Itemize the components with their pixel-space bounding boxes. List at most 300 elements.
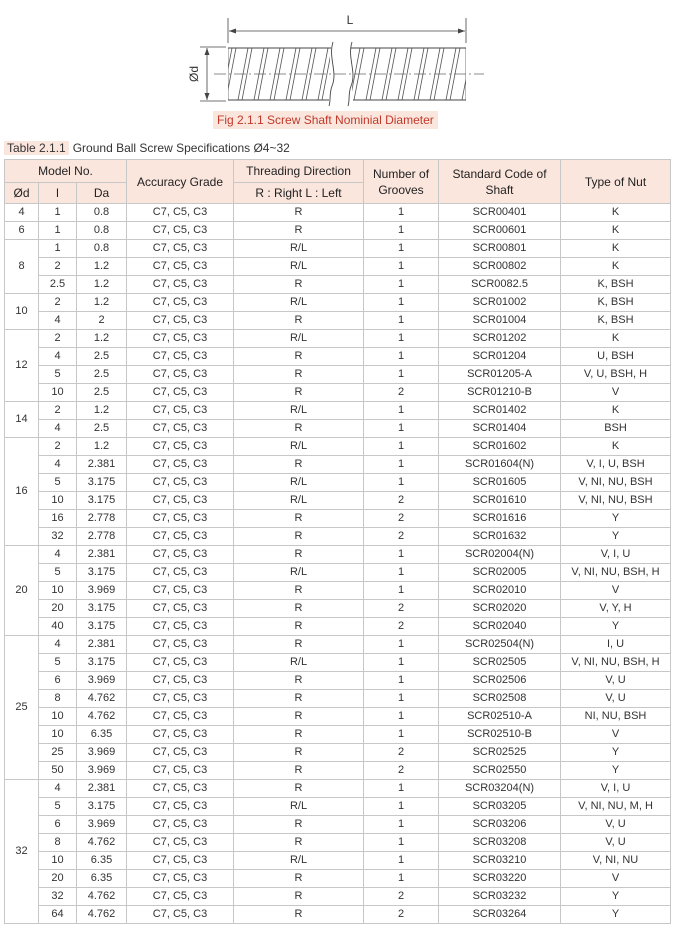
threading-cell: R/L: [234, 330, 364, 348]
grooves-cell: 2: [364, 600, 439, 618]
grooves-cell: 1: [364, 456, 439, 474]
header-standard-code: [439, 160, 561, 204]
header-code-line1: Standard Code of: [452, 166, 547, 181]
threading-cell: R/L: [234, 798, 364, 816]
grooves-cell: 2: [364, 762, 439, 780]
threading-cell: R: [234, 582, 364, 600]
shaft-code-cell: SCR02506: [439, 672, 561, 690]
accuracy-cell: C7, C5, C3: [127, 744, 234, 762]
da-cell: 3.969: [77, 762, 127, 780]
accuracy-cell: C7, C5, C3: [127, 510, 234, 528]
da-cell: 4.762: [77, 906, 127, 924]
da-cell: 3.175: [77, 798, 127, 816]
accuracy-cell: C7, C5, C3: [127, 600, 234, 618]
grooves-cell: 1: [364, 348, 439, 366]
table-row: [5, 438, 671, 456]
nut-type-cell: BSH: [561, 420, 671, 438]
shaft-code-cell: SCR00401: [439, 204, 561, 222]
specification-table: [4, 159, 671, 924]
header-l: l: [39, 183, 77, 204]
da-cell: 6.35: [77, 870, 127, 888]
nut-type-cell: V, I, U: [561, 780, 671, 798]
lead-cell: 5: [39, 564, 77, 582]
shaft-code-cell: SCR03208: [439, 834, 561, 852]
grooves-cell: 1: [364, 708, 439, 726]
accuracy-cell: C7, C5, C3: [127, 312, 234, 330]
nut-type-cell: V: [561, 384, 671, 402]
grooves-cell: 1: [364, 870, 439, 888]
grooves-cell: 1: [364, 834, 439, 852]
nut-type-cell: Y: [561, 906, 671, 924]
lead-cell: 32: [39, 888, 77, 906]
threading-cell: R: [234, 600, 364, 618]
threading-cell: R: [234, 780, 364, 798]
diameter-cell: 8: [5, 240, 39, 294]
table-row: [5, 816, 671, 834]
shaft-code-cell: SCR01205-A: [439, 366, 561, 384]
shaft-code-cell: SCR00801: [439, 240, 561, 258]
table-row: [5, 636, 671, 654]
shaft-code-cell: SCR01616: [439, 510, 561, 528]
da-cell: 1.2: [77, 258, 127, 276]
grooves-cell: 1: [364, 402, 439, 420]
da-cell: 0.8: [77, 204, 127, 222]
nut-type-cell: Y: [561, 762, 671, 780]
accuracy-cell: C7, C5, C3: [127, 294, 234, 312]
figure-caption: Fig 2.1.1 Screw Shaft Nominial Diameter: [213, 111, 438, 129]
grooves-cell: 1: [364, 312, 439, 330]
grooves-cell: 2: [364, 618, 439, 636]
table-row: [5, 780, 671, 798]
da-cell: 2.5: [77, 420, 127, 438]
nut-type-cell: K: [561, 402, 671, 420]
table-row: [5, 528, 671, 546]
table-row: [5, 402, 671, 420]
table-row: [5, 744, 671, 762]
accuracy-cell: C7, C5, C3: [127, 636, 234, 654]
accuracy-cell: C7, C5, C3: [127, 888, 234, 906]
table-row: [5, 762, 671, 780]
da-cell: 6.35: [77, 726, 127, 744]
lead-cell: 20: [39, 870, 77, 888]
da-cell: 1.2: [77, 330, 127, 348]
threading-cell: R: [234, 384, 364, 402]
header-threading-direction: Threading Direction: [234, 160, 364, 183]
table-row: [5, 294, 671, 312]
da-cell: 2.381: [77, 456, 127, 474]
threading-cell: R: [234, 456, 364, 474]
header-model-no: Model No.: [5, 160, 127, 183]
accuracy-cell: C7, C5, C3: [127, 546, 234, 564]
shaft-code-cell: SCR03264: [439, 906, 561, 924]
nut-type-cell: Y: [561, 618, 671, 636]
lead-cell: 1: [39, 222, 77, 240]
nut-type-cell: V, NI, NU, BSH, H: [561, 564, 671, 582]
threading-cell: R: [234, 816, 364, 834]
accuracy-cell: C7, C5, C3: [127, 780, 234, 798]
table-row: [5, 672, 671, 690]
nut-type-cell: V, I, U, BSH: [561, 456, 671, 474]
specification-table-body: [5, 204, 671, 924]
shaft-code-cell: SCR01632: [439, 528, 561, 546]
lead-cell: 16: [39, 510, 77, 528]
accuracy-cell: C7, C5, C3: [127, 528, 234, 546]
header-grooves-line2: Grooves: [378, 182, 424, 197]
threading-cell: R: [234, 636, 364, 654]
grooves-cell: 1: [364, 420, 439, 438]
grooves-cell: 1: [364, 258, 439, 276]
dim-diameter-label: Ød: [187, 65, 201, 83]
nut-type-cell: V, U: [561, 690, 671, 708]
grooves-cell: 1: [364, 546, 439, 564]
lead-cell: 2.5: [39, 276, 77, 294]
grooves-cell: 1: [364, 474, 439, 492]
accuracy-cell: C7, C5, C3: [127, 762, 234, 780]
lead-cell: 10: [39, 492, 77, 510]
lead-cell: 20: [39, 600, 77, 618]
grooves-cell: 1: [364, 276, 439, 294]
header-od: Ød: [5, 183, 39, 204]
lead-cell: 8: [39, 690, 77, 708]
table-row: [5, 384, 671, 402]
table-row: [5, 834, 671, 852]
da-cell: 2.381: [77, 546, 127, 564]
accuracy-cell: C7, C5, C3: [127, 564, 234, 582]
nut-type-cell: Y: [561, 888, 671, 906]
diameter-cell: 20: [5, 546, 39, 636]
grooves-cell: 1: [364, 564, 439, 582]
nut-type-cell: Y: [561, 528, 671, 546]
table-title: Ground Ball Screw Specifications Ø4~32: [72, 141, 290, 155]
da-cell: 2: [77, 312, 127, 330]
grooves-cell: 1: [364, 726, 439, 744]
da-cell: 3.969: [77, 816, 127, 834]
accuracy-cell: C7, C5, C3: [127, 834, 234, 852]
lead-cell: 10: [39, 852, 77, 870]
da-cell: 3.175: [77, 564, 127, 582]
grooves-cell: 1: [364, 222, 439, 240]
threading-cell: R: [234, 870, 364, 888]
nut-type-cell: Y: [561, 510, 671, 528]
header-grooves-line1: Number of: [373, 166, 430, 181]
shaft-code-cell: SCR01602: [439, 438, 561, 456]
da-cell: 2.778: [77, 528, 127, 546]
nut-type-cell: V: [561, 726, 671, 744]
lead-cell: 6: [39, 816, 77, 834]
threading-cell: R/L: [234, 294, 364, 312]
lead-cell: 4: [39, 312, 77, 330]
threading-cell: R: [234, 546, 364, 564]
da-cell: 1.2: [77, 438, 127, 456]
shaft-code-cell: SCR01604(N): [439, 456, 561, 474]
diameter-cell: 14: [5, 402, 39, 438]
grooves-cell: 1: [364, 816, 439, 834]
table-row: [5, 312, 671, 330]
accuracy-cell: C7, C5, C3: [127, 690, 234, 708]
accuracy-cell: C7, C5, C3: [127, 870, 234, 888]
da-cell: 3.175: [77, 654, 127, 672]
accuracy-cell: C7, C5, C3: [127, 420, 234, 438]
shaft-code-cell: SCR02020: [439, 600, 561, 618]
shaft-code-cell: SCR02510-B: [439, 726, 561, 744]
nut-type-cell: K: [561, 330, 671, 348]
threading-cell: R/L: [234, 240, 364, 258]
threading-cell: R: [234, 510, 364, 528]
table-row: [5, 348, 671, 366]
table-row: [5, 708, 671, 726]
threading-cell: R: [234, 834, 364, 852]
nut-type-cell: U, BSH: [561, 348, 671, 366]
diameter-cell: 25: [5, 636, 39, 780]
shaft-code-cell: SCR01204: [439, 348, 561, 366]
lead-cell: 8: [39, 834, 77, 852]
header-accuracy-grade: Accuracy Grade: [127, 160, 234, 204]
shaft-code-cell: SCR02040: [439, 618, 561, 636]
lead-cell: 40: [39, 618, 77, 636]
accuracy-cell: C7, C5, C3: [127, 276, 234, 294]
threading-cell: R: [234, 690, 364, 708]
threading-cell: R: [234, 888, 364, 906]
accuracy-cell: C7, C5, C3: [127, 618, 234, 636]
table-row: [5, 564, 671, 582]
nut-type-cell: K: [561, 438, 671, 456]
da-cell: 6.35: [77, 852, 127, 870]
grooves-cell: 1: [364, 780, 439, 798]
threading-cell: R: [234, 726, 364, 744]
lead-cell: 32: [39, 528, 77, 546]
grooves-cell: 1: [364, 690, 439, 708]
threading-cell: R: [234, 420, 364, 438]
diameter-cell: 12: [5, 330, 39, 402]
table-row: [5, 582, 671, 600]
threading-cell: R: [234, 744, 364, 762]
grooves-cell: 1: [364, 330, 439, 348]
lead-cell: 1: [39, 204, 77, 222]
nut-type-cell: V, NI, NU, BSH: [561, 492, 671, 510]
threading-cell: R: [234, 906, 364, 924]
table-number: Table 2.1.1: [4, 141, 69, 155]
table-row: [5, 852, 671, 870]
diameter-cell: 32: [5, 780, 39, 924]
lead-cell: 10: [39, 726, 77, 744]
grooves-cell: 2: [364, 888, 439, 906]
table-row: [5, 888, 671, 906]
shaft-code-cell: SCR01605: [439, 474, 561, 492]
table-row: [5, 510, 671, 528]
diameter-cell: 10: [5, 294, 39, 330]
grooves-cell: 1: [364, 294, 439, 312]
accuracy-cell: C7, C5, C3: [127, 204, 234, 222]
nut-type-cell: K: [561, 204, 671, 222]
table-row: [5, 600, 671, 618]
threading-cell: R/L: [234, 258, 364, 276]
shaft-code-cell: SCR03205: [439, 798, 561, 816]
threading-cell: R: [234, 366, 364, 384]
grooves-cell: 1: [364, 204, 439, 222]
table-row: [5, 330, 671, 348]
grooves-cell: 2: [364, 384, 439, 402]
da-cell: 2.5: [77, 384, 127, 402]
shaft-code-cell: SCR00601: [439, 222, 561, 240]
da-cell: 2.381: [77, 636, 127, 654]
table-row: [5, 456, 671, 474]
table-row: [5, 618, 671, 636]
nut-type-cell: NI, NU, BSH: [561, 708, 671, 726]
table-row: [5, 222, 671, 240]
nut-type-cell: V, NI, NU: [561, 852, 671, 870]
da-cell: 3.175: [77, 600, 127, 618]
grooves-cell: 2: [364, 528, 439, 546]
accuracy-cell: C7, C5, C3: [127, 582, 234, 600]
threading-cell: R: [234, 762, 364, 780]
lead-cell: 4: [39, 636, 77, 654]
header-da: Da: [77, 183, 127, 204]
lead-cell: 1: [39, 240, 77, 258]
accuracy-cell: C7, C5, C3: [127, 456, 234, 474]
lead-cell: 10: [39, 582, 77, 600]
da-cell: 3.969: [77, 672, 127, 690]
lead-cell: 6: [39, 672, 77, 690]
shaft-code-cell: SCR02505: [439, 654, 561, 672]
da-cell: 4.762: [77, 888, 127, 906]
grooves-cell: 1: [364, 672, 439, 690]
accuracy-cell: C7, C5, C3: [127, 330, 234, 348]
grooves-cell: 2: [364, 492, 439, 510]
threading-cell: R: [234, 222, 364, 240]
threading-cell: R: [234, 672, 364, 690]
grooves-cell: 1: [364, 852, 439, 870]
da-cell: 0.8: [77, 240, 127, 258]
table-row: [5, 492, 671, 510]
nut-type-cell: Y: [561, 744, 671, 762]
table-row: [5, 240, 671, 258]
shaft-code-cell: SCR01404: [439, 420, 561, 438]
lead-cell: 2: [39, 294, 77, 312]
nut-type-cell: V: [561, 870, 671, 888]
da-cell: 3.175: [77, 492, 127, 510]
da-cell: 2.381: [77, 780, 127, 798]
da-cell: 4.762: [77, 834, 127, 852]
nut-type-cell: V, U: [561, 816, 671, 834]
accuracy-cell: C7, C5, C3: [127, 240, 234, 258]
accuracy-cell: C7, C5, C3: [127, 402, 234, 420]
shaft-code-cell: SCR03206: [439, 816, 561, 834]
grooves-cell: 1: [364, 798, 439, 816]
lead-cell: 2: [39, 402, 77, 420]
lead-cell: 5: [39, 366, 77, 384]
shaft-code-cell: SCR01002: [439, 294, 561, 312]
table-row: [5, 276, 671, 294]
da-cell: 3.969: [77, 744, 127, 762]
grooves-cell: 1: [364, 438, 439, 456]
nut-type-cell: I, U: [561, 636, 671, 654]
nut-type-cell: K: [561, 222, 671, 240]
shaft-code-cell: SCR01610: [439, 492, 561, 510]
threading-cell: R/L: [234, 438, 364, 456]
shaft-code-cell: SCR02004(N): [439, 546, 561, 564]
threading-cell: R/L: [234, 474, 364, 492]
shaft-code-cell: SCR03204(N): [439, 780, 561, 798]
shaft-code-cell: SCR01210-B: [439, 384, 561, 402]
accuracy-cell: C7, C5, C3: [127, 852, 234, 870]
accuracy-cell: C7, C5, C3: [127, 438, 234, 456]
accuracy-cell: C7, C5, C3: [127, 816, 234, 834]
table-row: [5, 546, 671, 564]
header-threading-subtitle: R : Right L : Left: [234, 183, 364, 204]
grooves-cell: 2: [364, 906, 439, 924]
threading-cell: R: [234, 708, 364, 726]
table-row: [5, 420, 671, 438]
shaft-code-cell: SCR02525: [439, 744, 561, 762]
nut-type-cell: V, NI, NU, BSH, H: [561, 654, 671, 672]
table-row: [5, 798, 671, 816]
threading-cell: R: [234, 528, 364, 546]
accuracy-cell: C7, C5, C3: [127, 366, 234, 384]
lead-cell: 50: [39, 762, 77, 780]
diameter-cell: 6: [5, 222, 39, 240]
da-cell: 0.8: [77, 222, 127, 240]
nut-type-cell: K: [561, 240, 671, 258]
accuracy-cell: C7, C5, C3: [127, 708, 234, 726]
nut-type-cell: V, Y, H: [561, 600, 671, 618]
dim-length-label: L: [346, 13, 354, 27]
shaft-code-cell: SCR02550: [439, 762, 561, 780]
lead-cell: 5: [39, 798, 77, 816]
lead-cell: 5: [39, 654, 77, 672]
threading-cell: R: [234, 618, 364, 636]
header-number-of-grooves: [364, 160, 439, 204]
threading-cell: R: [234, 276, 364, 294]
lead-cell: 25: [39, 744, 77, 762]
da-cell: 1.2: [77, 402, 127, 420]
threading-cell: R/L: [234, 492, 364, 510]
lead-cell: 4: [39, 420, 77, 438]
lead-cell: 4: [39, 546, 77, 564]
da-cell: 3.175: [77, 618, 127, 636]
shaft-code-cell: SCR02010: [439, 582, 561, 600]
table-row: [5, 204, 671, 222]
header-code-line2: Shaft: [485, 182, 514, 197]
accuracy-cell: C7, C5, C3: [127, 492, 234, 510]
shaft-code-cell: SCR03220: [439, 870, 561, 888]
nut-type-cell: V, I, U: [561, 546, 671, 564]
lead-cell: 4: [39, 780, 77, 798]
table-row: [5, 654, 671, 672]
table-row: [5, 726, 671, 744]
grooves-cell: 1: [364, 582, 439, 600]
header-type-of-nut: Type of Nut: [561, 160, 671, 204]
nut-type-cell: V, NI, NU, M, H: [561, 798, 671, 816]
da-cell: 3.969: [77, 582, 127, 600]
accuracy-cell: C7, C5, C3: [127, 906, 234, 924]
shaft-code-cell: SCR00802: [439, 258, 561, 276]
nut-type-cell: K, BSH: [561, 276, 671, 294]
lead-cell: 2: [39, 258, 77, 276]
accuracy-cell: C7, C5, C3: [127, 654, 234, 672]
nut-type-cell: K, BSH: [561, 312, 671, 330]
lead-cell: 64: [39, 906, 77, 924]
da-cell: 3.175: [77, 474, 127, 492]
accuracy-cell: C7, C5, C3: [127, 222, 234, 240]
lead-cell: 2: [39, 330, 77, 348]
diameter-cell: 4: [5, 204, 39, 222]
lead-cell: 5: [39, 474, 77, 492]
table-row: [5, 366, 671, 384]
nut-type-cell: V, U, BSH, H: [561, 366, 671, 384]
shaft-code-cell: SCR02504(N): [439, 636, 561, 654]
table-caption: [4, 140, 290, 157]
da-cell: 1.2: [77, 294, 127, 312]
